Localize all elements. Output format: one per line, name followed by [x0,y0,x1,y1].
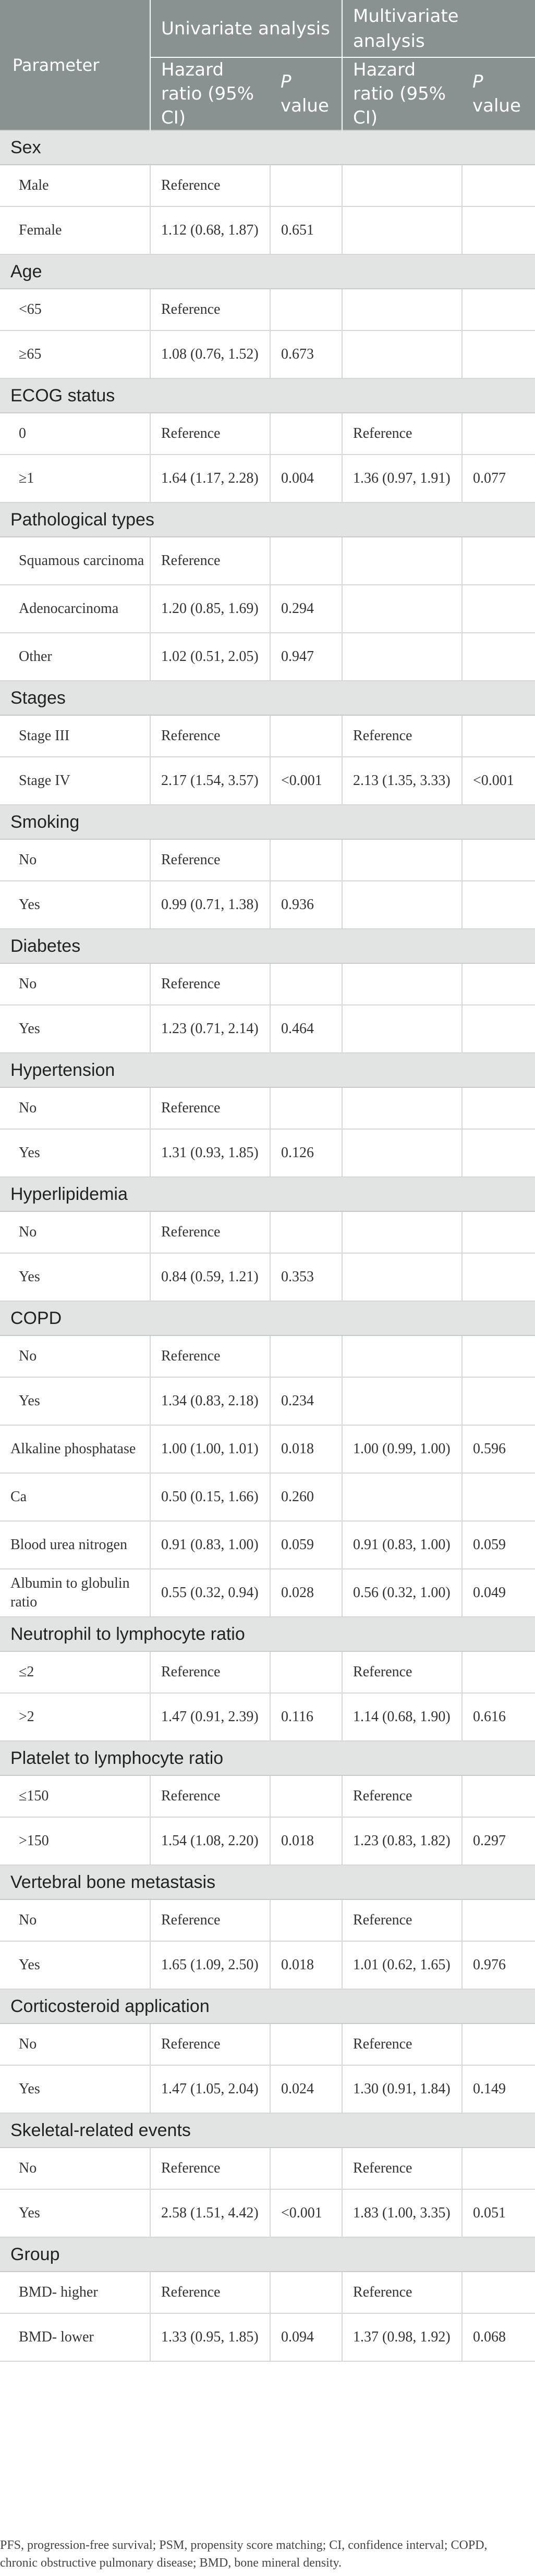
univariate-hazard-ratio: Reference [150,2023,270,2065]
row-label: Yes [0,2189,150,2237]
univariate-hazard-ratio: Reference [150,2148,270,2189]
row-label: Squamous carcinoma [0,537,150,585]
multivariate-p-value [462,2148,535,2189]
table-row [0,1693,535,1741]
table-row [0,1817,535,1865]
univariate-p-value [270,1899,342,1941]
univariate-hazard-ratio: Reference [150,715,270,757]
multivariate-hazard-ratio: Reference [342,2272,462,2313]
row-label: Stage IV [0,757,150,805]
multivariate-hazard-ratio: 1.14 (0.68, 1.90) [342,1693,462,1741]
row-label: No [0,839,150,881]
multivariate-p-value [462,633,535,681]
multivariate-hazard-ratio [342,537,462,585]
section-header-row [0,1617,535,1651]
section-title: Group [0,2237,535,2272]
multivariate-p-value [462,165,535,206]
univariate-hazard-ratio: Reference [150,1651,270,1693]
univariate-hazard-ratio: 1.02 (0.51, 2.05) [150,633,270,681]
multivariate-p-value [462,2023,535,2065]
row-label: Adenocarcinoma [0,585,150,633]
univariate-hazard-ratio: 1.31 (0.93, 1.85) [150,1129,270,1177]
table-row [0,2023,535,2065]
table-row [0,413,535,455]
table-row [0,1941,535,1989]
multivariate-p-value [462,1211,535,1253]
univariate-p-value: 0.018 [270,1941,342,1989]
univariate-hazard-ratio: 2.17 (1.54, 3.57) [150,757,270,805]
table-row [0,455,535,502]
multivariate-hazard-ratio [342,1005,462,1053]
multivariate-hazard-ratio: Reference [342,1775,462,1817]
multivariate-hazard-ratio [342,585,462,633]
multivariate-hazard-ratio: Reference [342,2023,462,2065]
multivariate-p-value [462,2272,535,2313]
table-row [0,2313,535,2361]
row-label: ≥65 [0,330,150,378]
multivariate-hazard-ratio [342,1335,462,1377]
table-row [0,206,535,254]
table-row [0,1651,535,1693]
univariate-hazard-ratio: Reference [150,1087,270,1129]
univariate-hazard-ratio: Reference [150,963,270,1005]
row-label: Female [0,206,150,254]
section-header-row [0,2237,535,2272]
multivariate-hazard-ratio: 1.30 (0.91, 1.84) [342,2065,462,2113]
multivariate-hazard-ratio: Reference [342,2148,462,2189]
table-row [0,633,535,681]
table-row [0,839,535,881]
univariate-p-value: 0.018 [270,1425,342,1473]
row-label: Yes [0,1253,150,1301]
p-value-word: value [281,95,329,116]
section-title: Platelet to lymphocyte ratio [0,1741,535,1775]
multivariate-hazard-ratio [342,1087,462,1129]
univariate-hazard-ratio: 0.50 (0.15, 1.66) [150,1473,270,1521]
section-header-row [0,929,535,963]
table-row [0,537,535,585]
table-row [0,1087,535,1129]
multivariate-hazard-ratio [342,1377,462,1425]
row-label: >2 [0,1693,150,1741]
univariate-hazard-ratio: 1.47 (1.05, 2.04) [150,2065,270,2113]
parameter-header: Parameter [0,0,150,130]
univariate-p-value [270,537,342,585]
univariate-hazard-ratio: Reference [150,1899,270,1941]
univariate-p-value [270,1775,342,1817]
row-label: Ca [0,1473,150,1521]
univariate-hazard-ratio: Reference [150,839,270,881]
section-header-row [0,1301,535,1335]
univariate-hazard-ratio: 1.23 (0.71, 2.14) [150,1005,270,1053]
row-label: Other [0,633,150,681]
section-title: Corticosteroid application [0,1989,535,2023]
univariate-p-value [270,289,342,330]
univariate-p-value: 0.094 [270,2313,342,2361]
univariate-hazard-ratio: 0.55 (0.32, 0.94) [150,1569,270,1617]
section-header-row [0,1989,535,2023]
univariate-hazard-ratio: 0.99 (0.71, 1.38) [150,881,270,929]
section-title: Stages [0,681,535,715]
multivariate-p-value [462,1473,535,1521]
multivariate-p-value: 0.049 [462,1569,535,1617]
multivariate-hazard-ratio: Reference [342,413,462,455]
row-label: Yes [0,1377,150,1425]
section-title: Sex [0,130,535,165]
univariate-hazard-ratio: 1.54 (1.08, 2.20) [150,1817,270,1865]
multivariate-p-value [462,1775,535,1817]
table-row [0,715,535,757]
row-label: No [0,2023,150,2065]
table-row [0,1253,535,1301]
section-title: Hyperlipidemia [0,1177,535,1211]
row-label: 0 [0,413,150,455]
section-title: Vertebral bone metastasis [0,1865,535,1899]
univariate-p-value: 0.353 [270,1253,342,1301]
section-header-row [0,1741,535,1775]
section-header-row [0,805,535,839]
multivariate-hazard-ratio: 0.91 (0.83, 1.00) [342,1521,462,1569]
table-row [0,1473,535,1521]
row-label: Stage III [0,715,150,757]
multivariate-hazard-ratio [342,1473,462,1521]
multivariate-p-value [462,1253,535,1301]
univariate-p-value [270,1087,342,1129]
univariate-p-value: 0.294 [270,585,342,633]
univariate-hazard-ratio: 1.12 (0.68, 1.87) [150,206,270,254]
row-label: Alkaline phosphatase [0,1425,150,1473]
multivariate-hazard-ratio [342,165,462,206]
row-label: No [0,2148,150,2189]
univariate-hazard-ratio: 1.64 (1.17, 2.28) [150,455,270,502]
multivariate-p-value [462,537,535,585]
section-header-row [0,254,535,289]
row-label: No [0,1335,150,1377]
multivariate-header: Multivariate analysis [342,0,535,57]
univariate-hazard-ratio: 1.20 (0.85, 1.69) [150,585,270,633]
multivariate-hazard-ratio: 1.23 (0.83, 1.82) [342,1817,462,1865]
multivariate-p-value [462,715,535,757]
table-row [0,1377,535,1425]
univariate-p-value: 0.004 [270,455,342,502]
univariate-hazard-ratio: 0.91 (0.83, 1.00) [150,1521,270,1569]
multivariate-p-value [462,963,535,1005]
univariate-hazard-ratio: 1.34 (0.83, 2.18) [150,1377,270,1425]
table-row [0,585,535,633]
section-header-row [0,378,535,413]
univariate-hazard-ratio: Reference [150,413,270,455]
univariate-hazard-ratio: Reference [150,289,270,330]
table-row [0,963,535,1005]
univariate-p-value [270,1651,342,1693]
row-label: Blood urea nitrogen [0,1521,150,1569]
univariate-p-value: 0.260 [270,1473,342,1521]
multivariate-p-value [462,1899,535,1941]
univariate-p-value: 0.059 [270,1521,342,1569]
p-value-word: value [472,95,521,116]
section-title: Pathological types [0,502,535,537]
univariate-p-value: 0.018 [270,1817,342,1865]
row-label: No [0,1899,150,1941]
univariate-hazard-ratio: 1.65 (1.09, 2.50) [150,1941,270,1989]
univariate-hazard-ratio: 2.58 (1.51, 4.42) [150,2189,270,2237]
row-label: ≤2 [0,1651,150,1693]
univariate-p-value [270,2148,342,2189]
univariate-p-value: 0.126 [270,1129,342,1177]
p-letter: P [472,71,483,92]
univariate-p-value [270,2272,342,2313]
univariate-hazard-ratio: 1.00 (1.00, 1.01) [150,1425,270,1473]
univariate-p-value [270,839,342,881]
univariate-hazard-ratio: Reference [150,1775,270,1817]
table-row [0,2189,535,2237]
univariate-header: Univariate analysis [150,0,342,57]
table-header [0,0,535,130]
row-label: BMD- higher [0,2272,150,2313]
table-row [0,2272,535,2313]
univariate-hr-header: Hazard ratio (95% CI) [150,57,270,130]
univariate-p-value: <0.001 [270,757,342,805]
univariate-p-value: 0.234 [270,1377,342,1425]
section-header-row [0,1865,535,1899]
univariate-p-value [270,1335,342,1377]
section-title: COPD [0,1301,535,1335]
section-title: Diabetes [0,929,535,963]
multivariate-hazard-ratio [342,289,462,330]
multivariate-p-value [462,330,535,378]
multivariate-hazard-ratio [342,330,462,378]
multivariate-p-value [462,585,535,633]
univariate-p-value: 0.464 [270,1005,342,1053]
multivariate-hazard-ratio: 1.00 (0.99, 1.00) [342,1425,462,1473]
multivariate-p-value [462,1087,535,1129]
section-header-row [0,681,535,715]
univariate-p-value [270,1211,342,1253]
multivariate-hazard-ratio: 1.37 (0.98, 1.92) [342,2313,462,2361]
multivariate-p-value: 0.596 [462,1425,535,1473]
table-row [0,2065,535,2113]
univariate-p-value: <0.001 [270,2189,342,2237]
univariate-hazard-ratio: Reference [150,1335,270,1377]
univariate-p-value: 0.947 [270,633,342,681]
table-row [0,881,535,929]
multivariate-p-value: 0.297 [462,1817,535,1865]
univariate-hazard-ratio: Reference [150,2272,270,2313]
table-body [0,130,535,2361]
row-label: Male [0,165,150,206]
multivariate-hazard-ratio: 0.56 (0.32, 1.00) [342,1569,462,1617]
multivariate-p-value [462,1651,535,1693]
section-header-row [0,1177,535,1211]
multivariate-hazard-ratio [342,633,462,681]
table-row [0,1425,535,1473]
section-title: Skeletal-related events [0,2113,535,2148]
multivariate-hazard-ratio [342,1129,462,1177]
multivariate-hazard-ratio: 1.36 (0.97, 1.91) [342,455,462,502]
multivariate-p-value [462,1335,535,1377]
section-title: Age [0,254,535,289]
row-label: No [0,1087,150,1129]
multivariate-hazard-ratio [342,206,462,254]
multivariate-hazard-ratio: 1.83 (1.00, 3.35) [342,2189,462,2237]
univariate-p-value: 0.673 [270,330,342,378]
section-title: Neutrophil to lymphocyte ratio [0,1617,535,1651]
table-row [0,1569,535,1617]
univariate-p-value: 0.936 [270,881,342,929]
table-row [0,1005,535,1053]
multivariate-p-value: 0.616 [462,1693,535,1741]
univariate-hazard-ratio: 1.47 (0.91, 2.39) [150,1693,270,1741]
section-title: Hypertension [0,1053,535,1087]
table-row [0,289,535,330]
multivariate-hazard-ratio: 2.13 (1.35, 3.33) [342,757,462,805]
multivariate-hr-header: Hazard ratio (95% CI) [342,57,462,130]
multivariate-p-value [462,1377,535,1425]
univariate-hazard-ratio: 0.84 (0.59, 1.21) [150,1253,270,1301]
univariate-p-header [270,57,342,130]
table-row [0,757,535,805]
row-label: No [0,1211,150,1253]
section-title: Smoking [0,805,535,839]
multivariate-hazard-ratio: Reference [342,1651,462,1693]
multivariate-p-value: <0.001 [462,757,535,805]
row-label: Yes [0,1005,150,1053]
table-row [0,2148,535,2189]
multivariate-p-value [462,839,535,881]
multivariate-hazard-ratio [342,881,462,929]
section-title: ECOG status [0,378,535,413]
table-row [0,1335,535,1377]
row-label: Yes [0,1941,150,1989]
row-label: Yes [0,881,150,929]
multivariate-hazard-ratio [342,1253,462,1301]
table-row [0,1211,535,1253]
multivariate-p-value [462,289,535,330]
row-label: BMD- lower [0,2313,150,2361]
row-label: Yes [0,2065,150,2113]
univariate-p-value [270,413,342,455]
multivariate-hazard-ratio: Reference [342,715,462,757]
univariate-hazard-ratio: 1.08 (0.76, 1.52) [150,330,270,378]
section-header-row [0,502,535,537]
row-label: ≥1 [0,455,150,502]
row-label: No [0,963,150,1005]
section-header-row [0,2113,535,2148]
multivariate-hazard-ratio [342,839,462,881]
univariate-p-value [270,2023,342,2065]
univariate-p-value: 0.651 [270,206,342,254]
multivariate-hazard-ratio: Reference [342,1899,462,1941]
row-label: Albumin to globulin ratio [0,1569,150,1617]
multivariate-p-value: 0.059 [462,1521,535,1569]
row-label: Yes [0,1129,150,1177]
row-label: ≤150 [0,1775,150,1817]
p-letter: P [281,71,291,92]
multivariate-p-value: 0.976 [462,1941,535,1989]
univariate-p-value [270,165,342,206]
univariate-p-value [270,963,342,1005]
multivariate-hazard-ratio: 1.01 (0.62, 1.65) [342,1941,462,1989]
table-row [0,165,535,206]
univariate-p-value: 0.028 [270,1569,342,1617]
table-row [0,1899,535,1941]
multivariate-hazard-ratio [342,1211,462,1253]
table-row [0,330,535,378]
section-header-row [0,1053,535,1087]
univariate-hazard-ratio: Reference [150,165,270,206]
multivariate-p-value: 0.051 [462,2189,535,2237]
univariate-hazard-ratio: 1.33 (0.95, 1.85) [150,2313,270,2361]
section-header-row [0,130,535,165]
table-footnote: PFS, progression-free survival; PSM, propensity score matching; CI, confidence interval; COPD, chronic obstructive pulmonary disease; BMD, bone mineral density. [0,2538,488,2570]
univariate-hazard-ratio: Reference [150,537,270,585]
multivariate-p-value: 0.068 [462,2313,535,2361]
multivariate-hazard-ratio [342,963,462,1005]
multivariate-p-header [462,57,535,130]
multivariate-p-value: 0.149 [462,2065,535,2113]
multivariate-p-value [462,1005,535,1053]
table-row [0,1775,535,1817]
univariate-hazard-ratio: Reference [150,1211,270,1253]
row-label: <65 [0,289,150,330]
univariate-p-value [270,715,342,757]
multivariate-p-value: 0.077 [462,455,535,502]
univariate-p-value: 0.024 [270,2065,342,2113]
row-label: >150 [0,1817,150,1865]
multivariate-p-value [462,881,535,929]
multivariate-p-value [462,1129,535,1177]
table-row [0,1129,535,1177]
table-row [0,1521,535,1569]
multivariate-p-value [462,413,535,455]
multivariate-p-value [462,206,535,254]
univariate-p-value: 0.116 [270,1693,342,1741]
